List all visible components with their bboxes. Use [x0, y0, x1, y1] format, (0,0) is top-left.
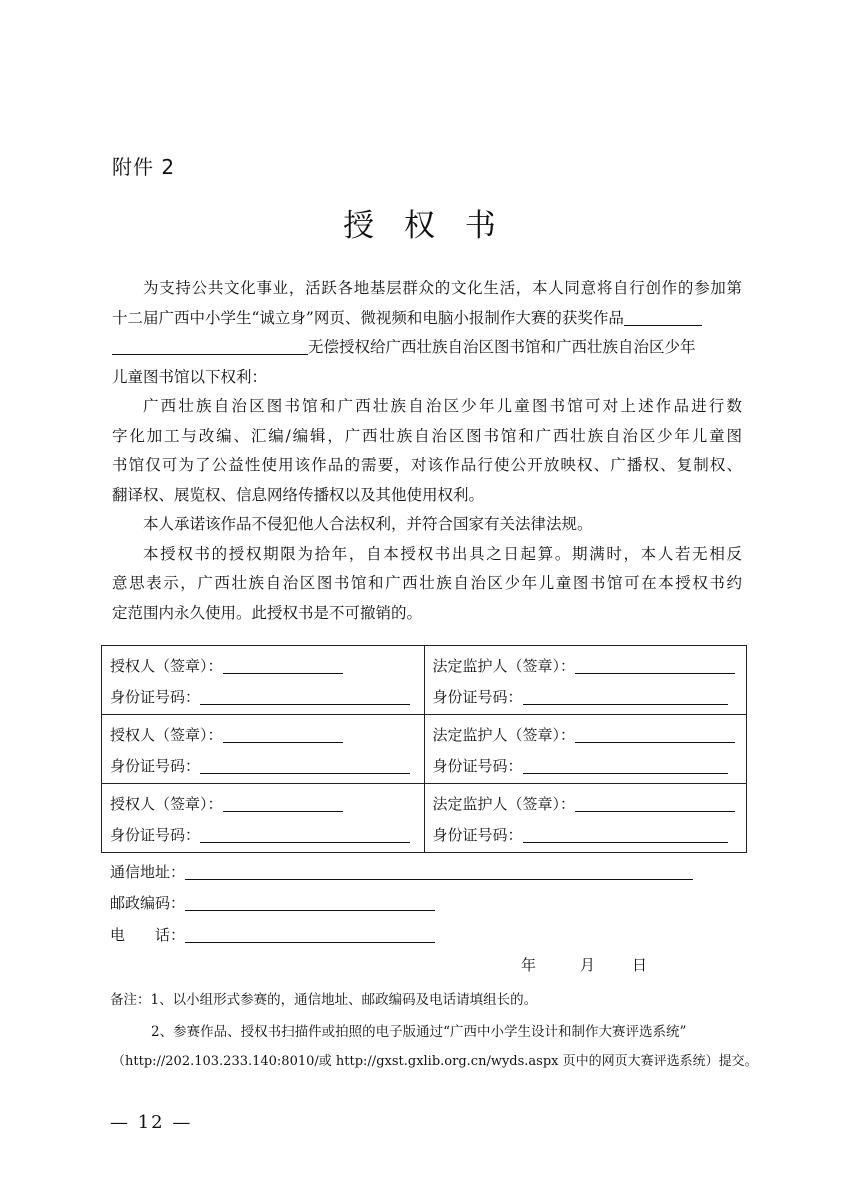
phone-field[interactable]	[185, 925, 435, 943]
guardian-signature-field[interactable]	[575, 794, 735, 812]
id-label: 身份证号码：	[432, 757, 523, 775]
address-field[interactable]	[185, 862, 693, 880]
paragraph-2-line-2: 字化加工与改编、汇编/编辑，广西壮族自治区图书馆和广西壮族自治区少年儿童图	[112, 426, 742, 445]
paragraph-1-line-2-text: 十二届广西中小学生“诚立身”网页、微视频和电脑小报制作大赛的获奖作品	[112, 308, 624, 327]
page-number: — 12 —	[110, 1112, 193, 1133]
guardian-cell	[424, 715, 747, 784]
postcode-row	[110, 892, 435, 913]
id-label: 身份证号码：	[110, 688, 201, 706]
signature-row-3	[102, 784, 747, 853]
paragraph-1-line-1: 为支持公共文化事业，活跃各地基层群众的文化生活，本人同意将自行创作的参加第	[143, 279, 742, 297]
authorizer-signature-field[interactable]	[223, 725, 343, 743]
guardian-cell	[424, 784, 747, 853]
address-row	[110, 861, 693, 882]
guardian-id-field[interactable]	[523, 825, 728, 843]
note-2: 2、参赛作品、授权书扫描件或拍照的电子版通过“广西中小学生设计和制作大赛评选系统”	[151, 1024, 687, 1040]
authorizer-cell	[102, 715, 425, 784]
paragraph-1-line-2	[112, 304, 742, 334]
authorizer-signature-field[interactable]	[223, 794, 343, 812]
date-month-label: 月	[580, 956, 596, 974]
phone-label: 电 话：	[110, 926, 186, 944]
paragraph-1-line-4: 儿童图书馆以下权利：	[112, 367, 268, 386]
authorizer-cell	[102, 784, 425, 853]
guardian-label: 法定监护人（签章）：	[432, 795, 576, 813]
paragraph-3: 本人承诺该作品不侵犯他人合法权利，并符合国家有关法律法规。	[143, 515, 593, 533]
id-label: 身份证号码：	[432, 826, 523, 844]
authorizer-cell	[102, 646, 425, 715]
postcode-field[interactable]	[185, 893, 435, 911]
authorizer-label: 授权人（签章）：	[110, 795, 223, 813]
signature-table	[101, 645, 747, 853]
guardian-cell	[424, 646, 747, 715]
postcode-label: 邮政编码：	[110, 894, 186, 912]
document-body	[112, 274, 742, 628]
paragraph-2-line-1: 广西壮族自治区图书馆和广西壮族自治区少年儿童图书馆可对上述作品进行数	[143, 397, 742, 415]
authorizer-id-field[interactable]	[200, 756, 410, 774]
work-title-blank-1[interactable]	[624, 306, 702, 326]
work-title-blank-2[interactable]	[112, 335, 308, 355]
document-title: 授 权 书	[343, 208, 506, 244]
date-year-label: 年	[521, 956, 537, 974]
id-label: 身份证号码：	[110, 757, 201, 775]
guardian-id-field[interactable]	[523, 756, 728, 774]
authorizer-signature-field[interactable]	[223, 656, 343, 674]
guardian-signature-field[interactable]	[575, 725, 735, 743]
date-day-label: 日	[632, 956, 648, 974]
note-1: 备注：1、以小组形式参赛的，通信地址、邮政编码及电话请填组长的。	[110, 992, 538, 1008]
signature-row-2	[102, 715, 747, 784]
authorizer-label: 授权人（签章）：	[110, 726, 223, 744]
paragraph-1-line-3	[112, 333, 742, 363]
signature-row-1	[102, 646, 747, 715]
paragraph-4-line-3: 定范围内永久使用。此授权书是不可撤销的。	[112, 603, 423, 622]
guardian-id-field[interactable]	[523, 687, 728, 705]
note-3: （http://202.103.233.140:8010/或 http://gxst.gxlib.org.cn/wyds.aspx 页中的网页大赛评选系统）提交。	[112, 1054, 758, 1069]
paragraph-4-line-1: 本授权书的授权期限为拾年，自本授权书出具之日起算。期满时，本人若无相反	[143, 544, 742, 563]
attachment-label: 附件 2	[112, 155, 176, 179]
paragraph-1-line-3-text: 无偿授权给广西壮族自治区图书馆和广西壮族自治区少年	[308, 338, 696, 356]
guardian-label: 法定监护人（签章）：	[432, 657, 576, 675]
authorizer-id-field[interactable]	[200, 825, 410, 843]
phone-row	[110, 924, 435, 945]
guardian-signature-field[interactable]	[575, 656, 735, 674]
paragraph-2-line-4: 翻译权、展览权、信息网络传播权以及其他使用权利。	[112, 485, 485, 504]
authorizer-id-field[interactable]	[200, 687, 410, 705]
id-label: 身份证号码：	[432, 688, 523, 706]
paragraph-4-line-2: 意思表示，广西壮族自治区图书馆和广西壮族自治区少年儿童图书馆可在本授权书约	[112, 574, 742, 592]
authorizer-label: 授权人（签章）：	[110, 657, 223, 675]
guardian-label: 法定监护人（签章）：	[432, 726, 576, 744]
address-label: 通信地址：	[110, 863, 186, 881]
id-label: 身份证号码：	[110, 826, 201, 844]
paragraph-2-line-3: 书馆仅可为了公益性使用该作品的需要，对该作品行使公开放映权、广播权、复制权、	[112, 456, 742, 474]
